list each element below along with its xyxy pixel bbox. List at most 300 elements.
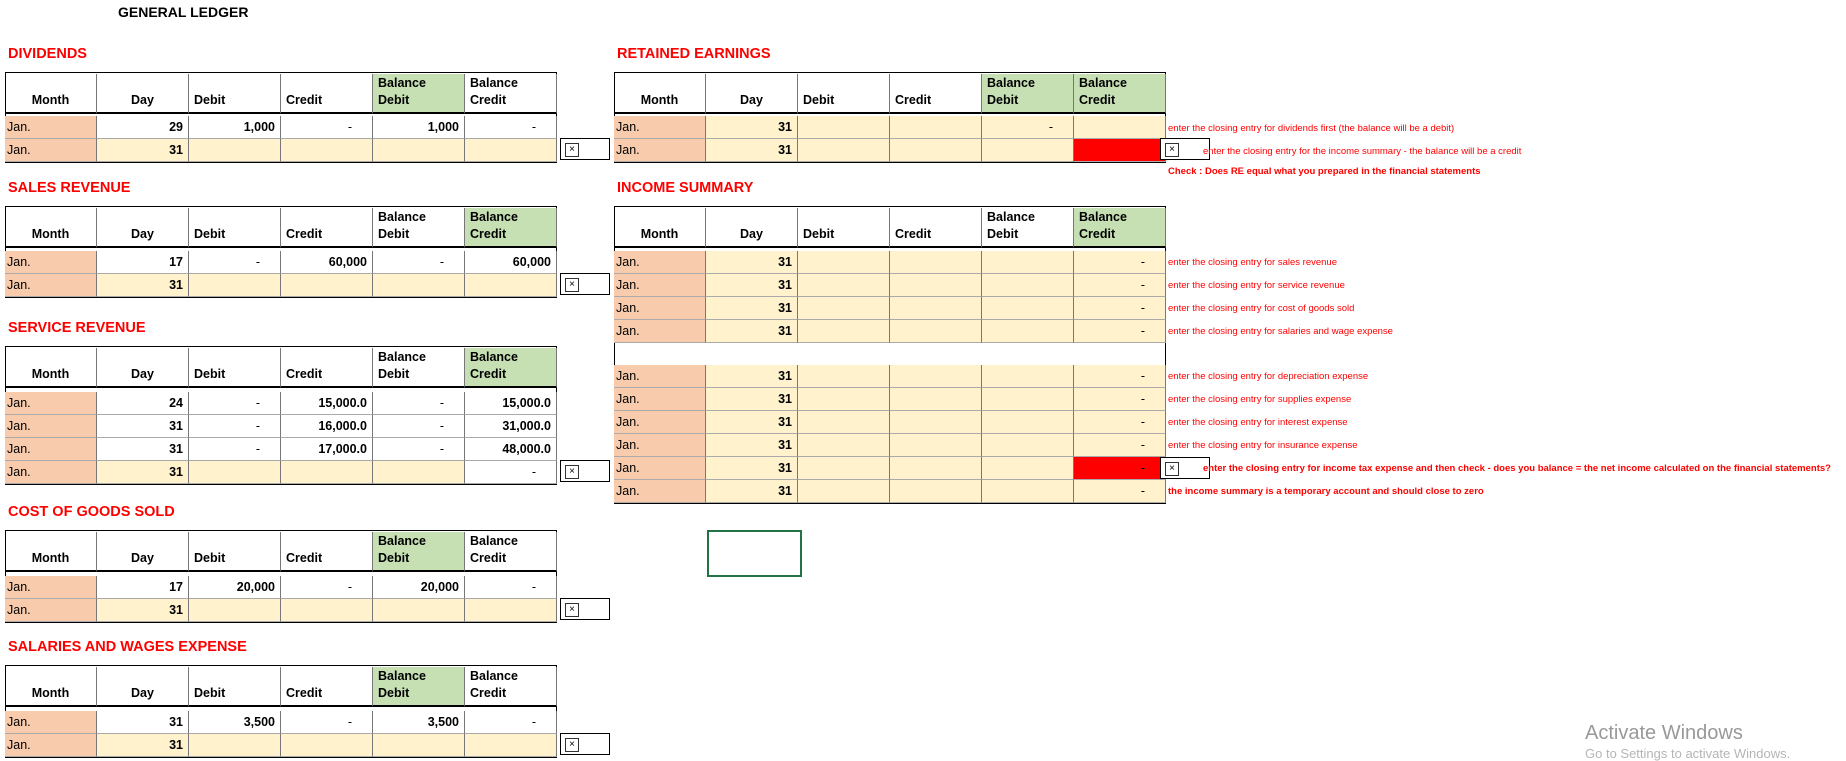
salaries-header-month xyxy=(5,667,97,707)
sales_revenue-header-month xyxy=(5,208,97,248)
header-label: Debit xyxy=(194,686,226,700)
income_summary-cell-debit[interactable] xyxy=(798,480,890,503)
salaries-cell-month[interactable]: Jan. xyxy=(5,711,97,734)
income_summary-cell-month[interactable]: Jan. xyxy=(614,388,706,411)
salaries-cell-debit[interactable]: 3,500 xyxy=(189,711,281,734)
income_summary-cell-bal-debit[interactable] xyxy=(982,388,1074,411)
header-balance-side: Credit xyxy=(470,93,507,107)
header-label: Day xyxy=(131,551,154,565)
header-balance-label: Balance xyxy=(1079,210,1127,224)
dividends-cell-credit[interactable]: - xyxy=(281,116,373,139)
income_summary-cell-bal-debit[interactable] xyxy=(982,434,1074,457)
income_summary-cell-month[interactable]: Jan. xyxy=(614,411,706,434)
income_summary-cell-day[interactable]: 31 xyxy=(706,411,798,434)
cogs-header-credit xyxy=(281,532,373,572)
income_summary-cell-bal-debit[interactable] xyxy=(982,320,1074,343)
retained_earnings-header-row xyxy=(614,74,1166,114)
x-icon: × xyxy=(565,143,579,157)
retained_earnings-header-day xyxy=(706,74,798,114)
service_revenue-cell-bal-debit[interactable]: - xyxy=(373,392,465,415)
income_summary-cell-day[interactable]: 31 xyxy=(706,457,798,480)
income_summary-cell-bal-credit[interactable]: - xyxy=(1074,251,1166,274)
service_revenue-header-row xyxy=(5,348,557,388)
cogs-cell-credit[interactable] xyxy=(281,599,373,622)
service_revenue-cell-debit[interactable]: - xyxy=(189,438,281,461)
activate-windows-subtitle: Go to Settings to activate Windows. xyxy=(1585,746,1791,761)
cogs-cell-day[interactable]: 31 xyxy=(97,599,189,622)
cogs-cell-debit[interactable] xyxy=(189,599,281,622)
header-balance-side: Credit xyxy=(470,367,507,381)
note-income-summary-5: enter the closing entry for supplies expense xyxy=(1168,394,1352,405)
income_summary-header-row xyxy=(614,208,1166,248)
retained_earnings-cell-debit[interactable] xyxy=(798,116,890,139)
dividends-title: DIVIDENDS xyxy=(8,46,87,62)
header-label: Debit xyxy=(803,93,835,107)
salaries-cell-bal-credit[interactable]: - xyxy=(465,711,557,734)
cogs-cell-month[interactable]: Jan. xyxy=(5,576,97,599)
header-balance-side: Debit xyxy=(378,367,410,381)
cogs-cell-bal-credit[interactable] xyxy=(465,599,557,622)
cogs-header-row xyxy=(5,532,557,572)
income_summary-cell-bal-debit[interactable] xyxy=(982,274,1074,297)
income_summary-row xyxy=(614,365,1166,388)
retained_earnings-cell-month[interactable]: Jan. xyxy=(614,139,706,162)
dividends-header-debit xyxy=(189,74,281,114)
retained_earnings-cell-credit[interactable] xyxy=(890,139,982,162)
note-income-summary-3: enter the closing entry for salaries and wage expense xyxy=(1168,326,1393,337)
salaries-header-day xyxy=(97,667,189,707)
income_summary-cell-debit[interactable] xyxy=(798,251,890,274)
dividends-header-month xyxy=(5,74,97,114)
header-balance-side: Credit xyxy=(1079,227,1116,241)
service_revenue-cell-debit[interactable]: - xyxy=(189,415,281,438)
income_summary-cell-bal-credit[interactable]: - xyxy=(1074,480,1166,503)
sales_revenue-header-day xyxy=(97,208,189,248)
header-label: Credit xyxy=(286,367,323,381)
header-label: Month xyxy=(31,551,70,565)
header-label: Month xyxy=(31,367,70,381)
salaries-title: SALARIES AND WAGES EXPENSE xyxy=(8,639,247,655)
service_revenue-cell-month[interactable]: Jan. xyxy=(5,461,97,484)
income_summary-cell-debit[interactable] xyxy=(798,457,890,480)
sales_revenue-header-credit xyxy=(281,208,373,248)
income_summary-cell-credit[interactable] xyxy=(890,297,982,320)
header-label: Credit xyxy=(286,686,323,700)
income_summary-cell-bal-debit[interactable] xyxy=(982,365,1074,388)
header-balance-side: Credit xyxy=(1079,93,1116,107)
income_summary-cell-bal-credit[interactable]: - xyxy=(1074,457,1166,480)
retained_earnings-title: RETAINED EARNINGS xyxy=(617,46,771,62)
header-balance-side: Credit xyxy=(470,686,507,700)
dividends-cell-month[interactable]: Jan. xyxy=(5,116,97,139)
income_summary-cell-day[interactable]: 31 xyxy=(706,297,798,320)
income_summary-cell-bal-credit[interactable]: - xyxy=(1074,388,1166,411)
income_summary-cell-month[interactable]: Jan. xyxy=(614,297,706,320)
sales_revenue-cell-day[interactable]: 17 xyxy=(97,251,189,274)
header-label: Debit xyxy=(194,367,226,381)
income_summary-cell-debit[interactable] xyxy=(798,297,890,320)
sales_revenue-cell-month[interactable]: Jan. xyxy=(5,274,97,297)
cogs-cell-month[interactable]: Jan. xyxy=(5,599,97,622)
income_summary-cell-bal-debit[interactable] xyxy=(982,251,1074,274)
sales_revenue-header-bal_credit xyxy=(465,208,557,248)
income_summary-cell-credit[interactable] xyxy=(890,388,982,411)
cogs-cell-bal-debit[interactable] xyxy=(373,599,465,622)
sales_revenue-cell-credit[interactable] xyxy=(281,274,373,297)
sales_revenue-cell-debit[interactable]: - xyxy=(189,251,281,274)
header-balance-label: Balance xyxy=(470,76,518,90)
income_summary-cell-day[interactable]: 31 xyxy=(706,434,798,457)
header-label: Month xyxy=(31,93,70,107)
sales_revenue-cell-month[interactable]: Jan. xyxy=(5,251,97,274)
service_revenue-cell-month[interactable]: Jan. xyxy=(5,438,97,461)
note-income-summary-2: enter the closing entry for cost of goods sold xyxy=(1168,303,1355,314)
header-balance-label: Balance xyxy=(470,350,518,364)
x-icon: × xyxy=(565,465,579,479)
income_summary-cell-bal-debit[interactable] xyxy=(982,297,1074,320)
header-label: Month xyxy=(640,227,679,241)
note-income-summary-9: the income summary is a temporary account and should close to zero xyxy=(1168,486,1484,497)
income_summary-header-credit xyxy=(890,208,982,248)
income_summary-row xyxy=(614,297,1166,320)
salaries-cell-month[interactable]: Jan. xyxy=(5,734,97,757)
cogs-header-bal_debit xyxy=(373,532,465,572)
header-balance-label: Balance xyxy=(378,534,426,548)
header-balance-side: Debit xyxy=(987,93,1019,107)
service_revenue-cell-day[interactable]: 31 xyxy=(97,415,189,438)
header-balance-side: Debit xyxy=(378,227,410,241)
cogs-cell-bal-debit[interactable]: 20,000 xyxy=(373,576,465,599)
income_summary-cell-month[interactable]: Jan. xyxy=(614,480,706,503)
header-label: Credit xyxy=(895,227,932,241)
cogs-header-day xyxy=(97,532,189,572)
income_summary-cell-bal-debit[interactable] xyxy=(982,457,1074,480)
income_summary-cell-day[interactable]: 31 xyxy=(706,388,798,411)
note-re-dividends: enter the closing entry for dividends first (the balance will be a debit) xyxy=(1168,123,1455,134)
header-balance-label: Balance xyxy=(378,669,426,683)
header-label: Debit xyxy=(194,551,226,565)
income_summary-row xyxy=(614,388,1166,411)
service_revenue-cell-credit[interactable]: 17,000.0 xyxy=(281,438,373,461)
note-income-summary-7: enter the closing entry for insurance expense xyxy=(1168,440,1358,451)
sales_revenue-cell-bal-debit[interactable] xyxy=(373,274,465,297)
header-label: Day xyxy=(131,227,154,241)
cogs-title: COST OF GOODS SOLD xyxy=(8,504,175,520)
sales_revenue-row xyxy=(5,251,557,274)
income_summary-cell-bal-credit[interactable]: - xyxy=(1074,434,1166,457)
income_summary-cell-month[interactable]: Jan. xyxy=(614,274,706,297)
income_summary-row xyxy=(614,274,1166,297)
header-label: Day xyxy=(740,93,763,107)
note-income-summary-8: enter the closing entry for income tax expense and then check - does you balance = the net income calculated on the financial statements? xyxy=(1203,463,1831,474)
dividends-cell-month[interactable]: Jan. xyxy=(5,139,97,162)
header-balance-side: Credit xyxy=(470,551,507,565)
income_summary-row xyxy=(614,320,1166,343)
retained_earnings-header-month xyxy=(614,74,706,114)
salaries-header-bal_credit xyxy=(465,667,557,707)
salaries-cell-credit[interactable]: - xyxy=(281,711,373,734)
income_summary-cell-day[interactable]: 31 xyxy=(706,365,798,388)
retained_earnings-cell-bal-credit[interactable] xyxy=(1074,139,1166,162)
header-balance-label: Balance xyxy=(378,76,426,90)
error-checkbox-icon[interactable] xyxy=(560,460,610,482)
retained_earnings-header-bal_credit xyxy=(1074,74,1166,114)
income_summary-cell-debit[interactable] xyxy=(798,320,890,343)
error-checkbox-icon[interactable] xyxy=(560,138,610,160)
sales_revenue-header-debit xyxy=(189,208,281,248)
retained_earnings-row xyxy=(614,139,1166,162)
cogs-cell-credit[interactable]: - xyxy=(281,576,373,599)
header-balance-label: Balance xyxy=(378,210,426,224)
cogs-header-debit xyxy=(189,532,281,572)
income_summary-cell-credit[interactable] xyxy=(890,457,982,480)
retained_earnings-cell-month[interactable]: Jan. xyxy=(614,116,706,139)
income_summary-cell-credit[interactable] xyxy=(890,251,982,274)
header-label: Month xyxy=(31,227,70,241)
service_revenue-cell-bal-credit[interactable]: 15,000.0 xyxy=(465,392,557,415)
dividends-header-row xyxy=(5,74,557,114)
header-label: Day xyxy=(740,227,763,241)
income_summary-cell-credit[interactable] xyxy=(890,434,982,457)
income_summary-cell-credit[interactable] xyxy=(890,411,982,434)
income_summary-cell-credit[interactable] xyxy=(890,365,982,388)
retained_earnings-cell-bal-credit[interactable] xyxy=(1074,116,1166,139)
service_revenue-cell-bal-debit[interactable]: - xyxy=(373,438,465,461)
income_summary-header-day xyxy=(706,208,798,248)
service_revenue-header-bal_credit xyxy=(465,348,557,388)
error-checkbox-icon[interactable] xyxy=(560,733,610,755)
dividends-cell-bal-debit[interactable]: 1,000 xyxy=(373,116,465,139)
retained_earnings-header-bal_debit xyxy=(982,74,1074,114)
income_summary-row xyxy=(614,457,1166,480)
sales_revenue-cell-bal-credit[interactable] xyxy=(465,274,557,297)
income_summary-cell-month[interactable]: Jan. xyxy=(614,320,706,343)
service_revenue-cell-credit[interactable]: 16,000.0 xyxy=(281,415,373,438)
sales_revenue-cell-day[interactable]: 31 xyxy=(97,274,189,297)
error-checkbox-icon[interactable] xyxy=(560,273,610,295)
service_revenue-cell-month[interactable]: Jan. xyxy=(5,415,97,438)
income_summary-cell-bal-debit[interactable] xyxy=(982,411,1074,434)
header-label: Month xyxy=(31,686,70,700)
retained_earnings-cell-bal-debit[interactable]: - xyxy=(982,116,1074,139)
income_summary-cell-debit[interactable] xyxy=(798,434,890,457)
income_summary-header-debit xyxy=(798,208,890,248)
service_revenue-cell-day[interactable]: 31 xyxy=(97,461,189,484)
cogs-cell-day[interactable]: 17 xyxy=(97,576,189,599)
header-label: Debit xyxy=(803,227,835,241)
header-balance-label: Balance xyxy=(1079,76,1127,90)
service_revenue-cell-credit[interactable]: 15,000.0 xyxy=(281,392,373,415)
dividends-cell-day[interactable]: 31 xyxy=(97,139,189,162)
sales_revenue-cell-bal-debit[interactable]: - xyxy=(373,251,465,274)
dividends-cell-bal-credit[interactable] xyxy=(465,139,557,162)
income_summary-header-bal_debit xyxy=(982,208,1074,248)
service_revenue-cell-day[interactable]: 24 xyxy=(97,392,189,415)
header-label: Day xyxy=(131,93,154,107)
income_summary-row xyxy=(614,434,1166,457)
service_revenue-header-month xyxy=(5,348,97,388)
income_summary-cell-day[interactable]: 31 xyxy=(706,480,798,503)
header-balance-label: Balance xyxy=(470,534,518,548)
retained_earnings-row xyxy=(614,116,1166,139)
service_revenue-header-bal_debit xyxy=(373,348,465,388)
income_summary-cell-day[interactable]: 31 xyxy=(706,274,798,297)
dividends-cell-credit[interactable] xyxy=(281,139,373,162)
dividends-header-day xyxy=(97,74,189,114)
header-label: Month xyxy=(640,93,679,107)
header-label: Credit xyxy=(286,227,323,241)
income_summary-row xyxy=(614,480,1166,503)
income_summary-cell-month[interactable]: Jan. xyxy=(614,434,706,457)
header-balance-side: Debit xyxy=(987,227,1019,241)
service_revenue-cell-debit[interactable] xyxy=(189,461,281,484)
income_summary-cell-debit[interactable] xyxy=(798,411,890,434)
cogs-cell-debit[interactable]: 20,000 xyxy=(189,576,281,599)
service_revenue-header-credit xyxy=(281,348,373,388)
dividends-cell-debit[interactable] xyxy=(189,139,281,162)
header-balance-side: Debit xyxy=(378,93,410,107)
cogs-cell-bal-credit[interactable]: - xyxy=(465,576,557,599)
note-re-check: Check : Does RE equal what you prepared in the financial statements xyxy=(1168,166,1481,177)
service_revenue-cell-bal-credit[interactable]: 48,000.0 xyxy=(465,438,557,461)
service_revenue-cell-credit[interactable] xyxy=(281,461,373,484)
note-income-summary-6: enter the closing entry for interest expense xyxy=(1168,417,1348,428)
income_summary-cell-credit[interactable] xyxy=(890,274,982,297)
error-checkbox-icon[interactable] xyxy=(560,598,610,620)
retained_earnings-cell-credit[interactable] xyxy=(890,116,982,139)
header-balance-label: Balance xyxy=(470,669,518,683)
cogs-header-month xyxy=(5,532,97,572)
salaries-cell-day[interactable]: 31 xyxy=(97,734,189,757)
cogs-row xyxy=(5,599,557,622)
income_summary-cell-bal-credit[interactable]: - xyxy=(1074,274,1166,297)
service_revenue-row xyxy=(5,415,557,438)
service_revenue-cell-bal-credit[interactable]: - xyxy=(465,461,557,484)
header-label: Day xyxy=(131,686,154,700)
service_revenue-row xyxy=(5,461,557,484)
income_summary-cell-bal-credit[interactable]: - xyxy=(1074,297,1166,320)
retained_earnings-cell-bal-debit[interactable] xyxy=(982,139,1074,162)
dividends-row xyxy=(5,139,557,162)
dividends-cell-bal-credit[interactable]: - xyxy=(465,116,557,139)
income_summary-cell-day[interactable]: 31 xyxy=(706,251,798,274)
header-balance-label: Balance xyxy=(987,210,1035,224)
salaries-row xyxy=(5,711,557,734)
dividends-header-bal_credit xyxy=(465,74,557,114)
activate-windows-title: Activate Windows xyxy=(1585,722,1743,744)
service_revenue-title: SERVICE REVENUE xyxy=(8,320,146,336)
income_summary-cell-bal-credit[interactable]: - xyxy=(1074,365,1166,388)
service_revenue-cell-bal-credit[interactable]: 31,000.0 xyxy=(465,415,557,438)
income_summary-title: INCOME SUMMARY xyxy=(617,180,754,196)
sales_revenue-header-row xyxy=(5,208,557,248)
cogs-row xyxy=(5,576,557,599)
service_revenue-cell-month[interactable]: Jan. xyxy=(5,392,97,415)
service_revenue-cell-bal-debit[interactable]: - xyxy=(373,415,465,438)
income_summary-header-month xyxy=(614,208,706,248)
dividends-row xyxy=(5,116,557,139)
service_revenue-cell-debit[interactable]: - xyxy=(189,392,281,415)
income_summary-cell-credit[interactable] xyxy=(890,320,982,343)
sales_revenue-title: SALES REVENUE xyxy=(8,180,131,196)
header-label: Credit xyxy=(895,93,932,107)
income_summary-cell-bal-credit[interactable]: - xyxy=(1074,320,1166,343)
note-re-income-summary: enter the closing entry for the income summary - the balance will be a credit xyxy=(1203,146,1522,157)
selected-cell[interactable] xyxy=(707,530,802,577)
income_summary-cell-debit[interactable] xyxy=(798,388,890,411)
note-income-summary-0: enter the closing entry for sales revenue xyxy=(1168,257,1337,268)
dividends-header-bal_debit xyxy=(373,74,465,114)
header-label: Debit xyxy=(194,227,226,241)
dividends-header-credit xyxy=(281,74,373,114)
income_summary-cell-bal-credit[interactable]: - xyxy=(1074,411,1166,434)
income_summary-cell-month[interactable]: Jan. xyxy=(614,365,706,388)
salaries-cell-bal-debit[interactable]: 3,500 xyxy=(373,711,465,734)
dividends-cell-debit[interactable]: 1,000 xyxy=(189,116,281,139)
service_revenue-cell-bal-debit[interactable] xyxy=(373,461,465,484)
income_summary-header-bal_credit xyxy=(1074,208,1166,248)
income_summary-cell-month[interactable]: Jan. xyxy=(614,457,706,480)
sales_revenue-cell-debit[interactable] xyxy=(189,274,281,297)
retained_earnings-cell-day[interactable]: 31 xyxy=(706,116,798,139)
service_revenue-row xyxy=(5,438,557,461)
header-balance-label: Balance xyxy=(987,76,1035,90)
income_summary-row xyxy=(614,251,1166,274)
page-title: GENERAL LEDGER xyxy=(118,4,249,20)
salaries-header-debit xyxy=(189,667,281,707)
header-balance-side: Debit xyxy=(378,551,410,565)
sales_revenue-cell-bal-credit[interactable]: 60,000 xyxy=(465,251,557,274)
salaries-cell-day[interactable]: 31 xyxy=(97,711,189,734)
header-label: Credit xyxy=(286,551,323,565)
service_revenue-cell-day[interactable]: 31 xyxy=(97,438,189,461)
header-balance-side: Debit xyxy=(378,686,410,700)
retained_earnings-header-debit xyxy=(798,74,890,114)
income_summary-cell-debit[interactable] xyxy=(798,274,890,297)
sales_revenue-cell-credit[interactable]: 60,000 xyxy=(281,251,373,274)
header-label: Credit xyxy=(286,93,323,107)
salaries-header-bal_debit xyxy=(373,667,465,707)
x-icon: × xyxy=(565,603,579,617)
cogs-header-bal_credit xyxy=(465,532,557,572)
service_revenue-row xyxy=(5,392,557,415)
retained_earnings-header-credit xyxy=(890,74,982,114)
sales_revenue-row xyxy=(5,274,557,297)
salaries-header-row xyxy=(5,667,557,707)
note-income-summary-4: enter the closing entry for depreciation expense xyxy=(1168,371,1369,382)
income_summary-cell-day[interactable]: 31 xyxy=(706,320,798,343)
income_summary-cell-month[interactable]: Jan. xyxy=(614,251,706,274)
x-icon: × xyxy=(1165,462,1179,476)
dividends-cell-bal-debit[interactable] xyxy=(373,139,465,162)
retained_earnings-cell-day[interactable]: 31 xyxy=(706,139,798,162)
dividends-cell-day[interactable]: 29 xyxy=(97,116,189,139)
service_revenue-header-debit xyxy=(189,348,281,388)
header-balance-label: Balance xyxy=(378,350,426,364)
retained_earnings-cell-debit[interactable] xyxy=(798,139,890,162)
x-icon: × xyxy=(565,278,579,292)
income_summary-cell-bal-debit[interactable] xyxy=(982,480,1074,503)
header-label: Day xyxy=(131,367,154,381)
x-icon: × xyxy=(565,738,579,752)
note-income-summary-1: enter the closing entry for service revenue xyxy=(1168,280,1345,291)
service_revenue-header-day xyxy=(97,348,189,388)
header-label: Debit xyxy=(194,93,226,107)
income_summary-cell-debit[interactable] xyxy=(798,365,890,388)
header-balance-label: Balance xyxy=(470,210,518,224)
income_summary-cell-credit[interactable] xyxy=(890,480,982,503)
sales_revenue-header-bal_debit xyxy=(373,208,465,248)
